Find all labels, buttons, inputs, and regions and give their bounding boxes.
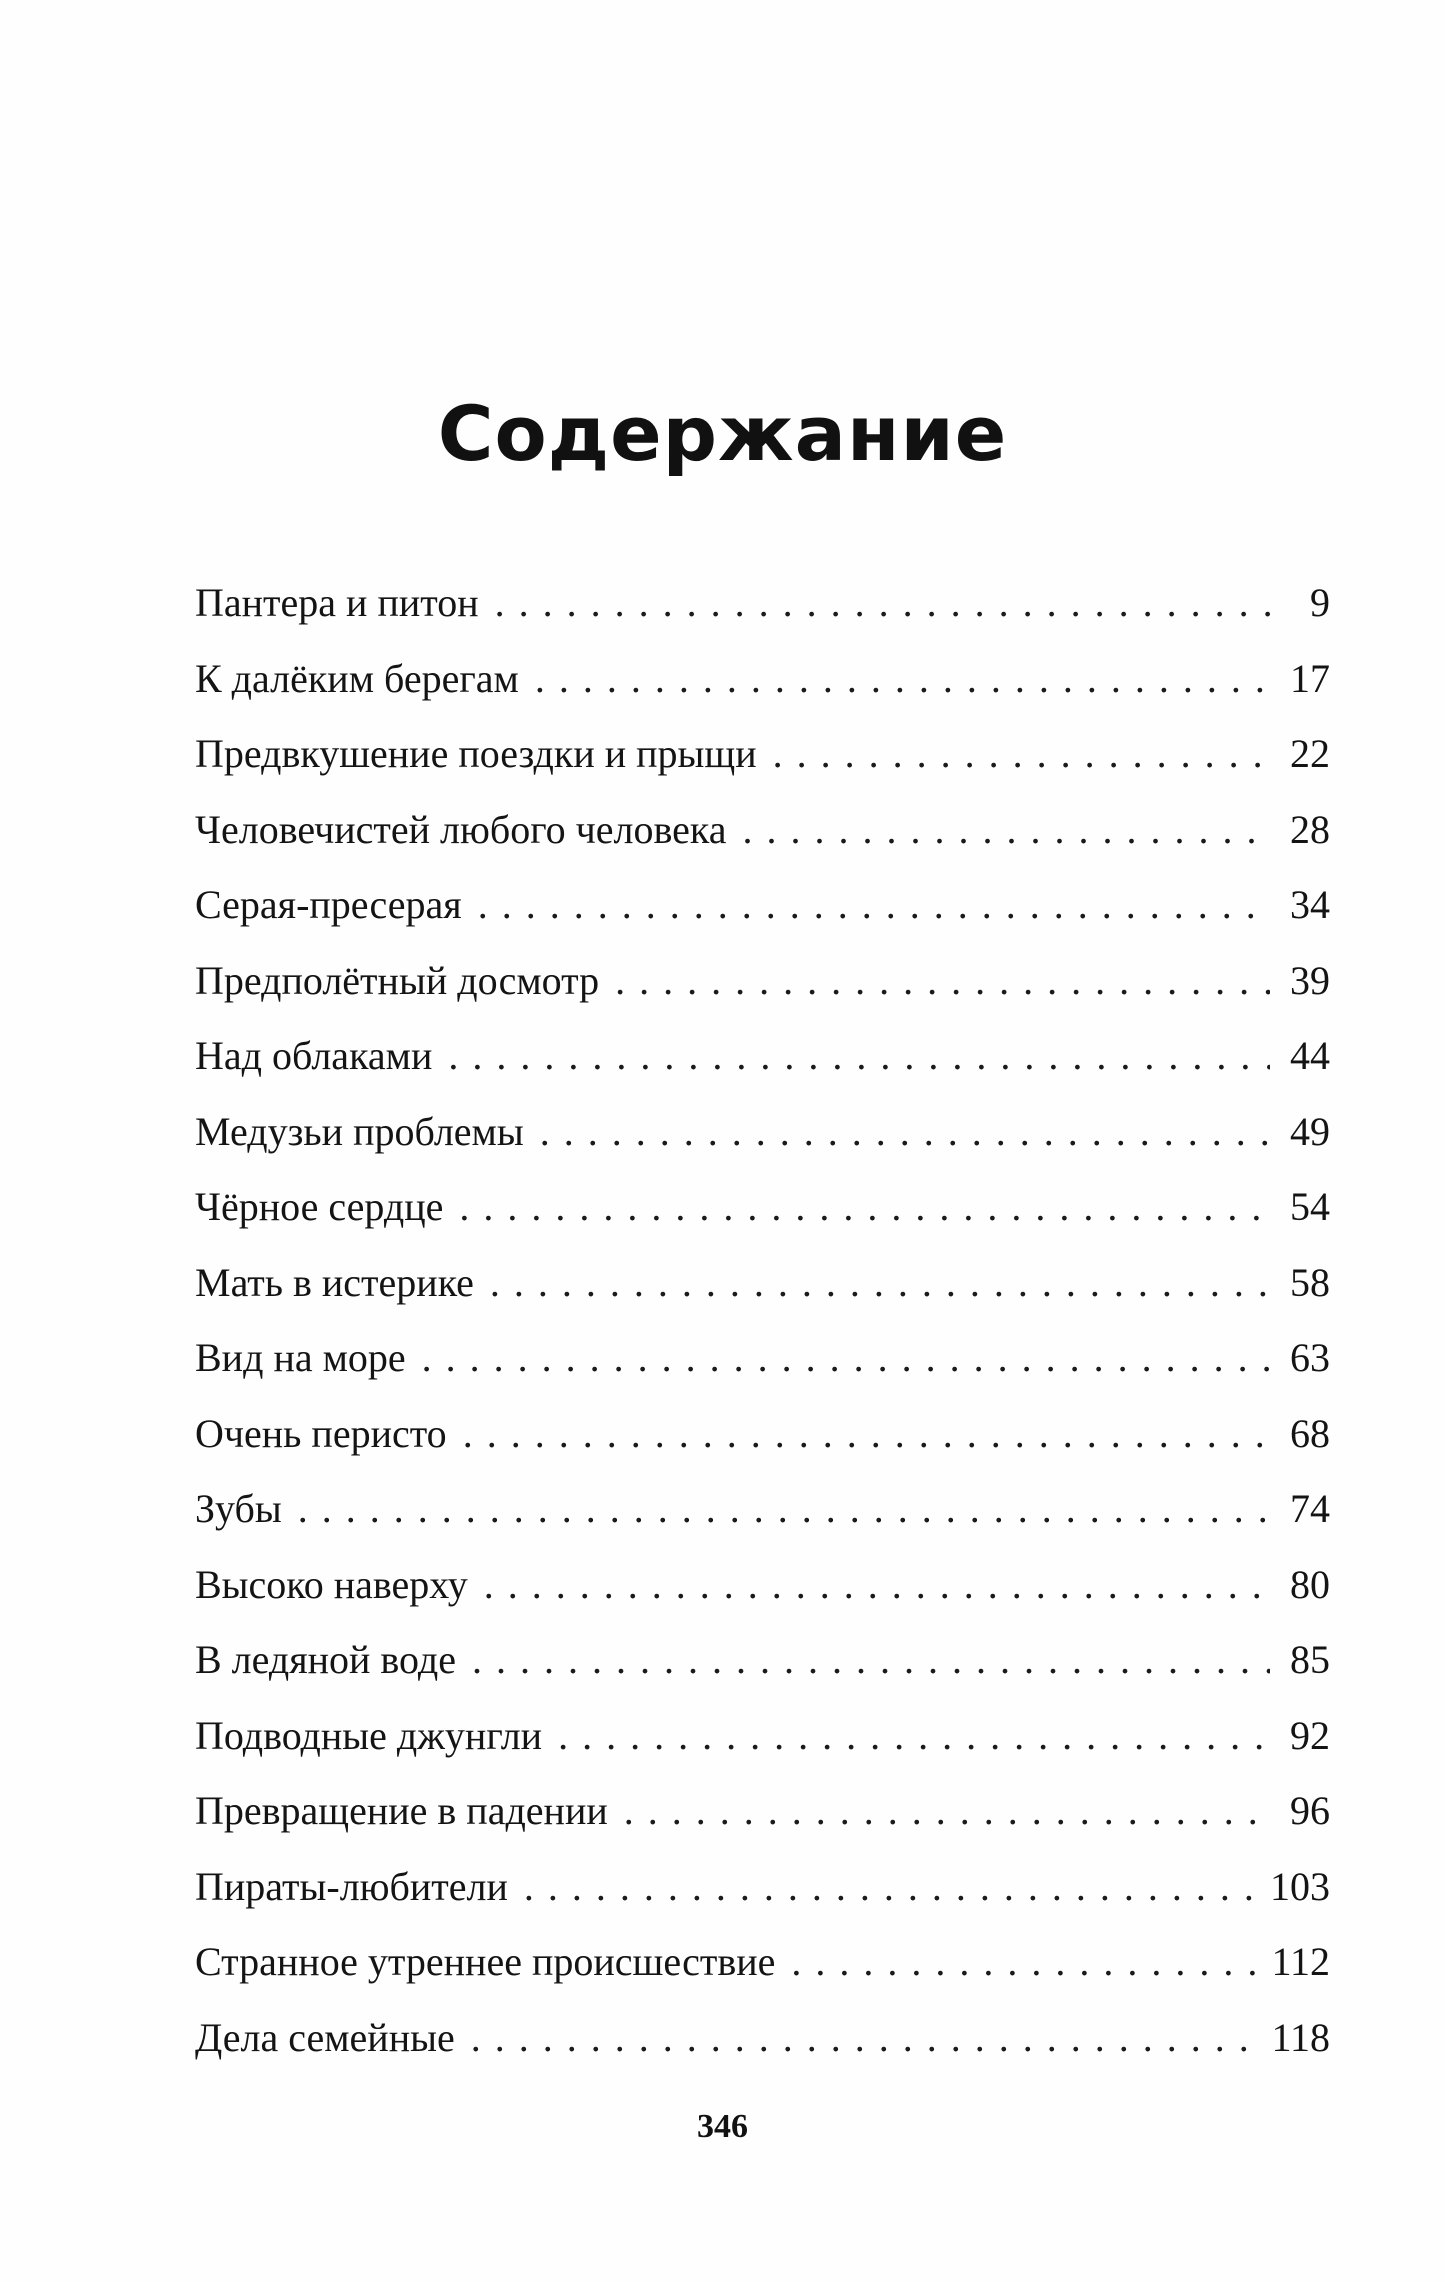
- toc-entry: [195, 1471, 1330, 1547]
- toc-entry-title: Зубы: [195, 1486, 282, 1531]
- toc-entry: [195, 1245, 1330, 1321]
- toc-entry: [195, 792, 1330, 868]
- dot-leader: [791, 1924, 1257, 2000]
- toc-entry-title: Дела семейные: [195, 2014, 455, 2060]
- toc-entry-page: 74: [1290, 1486, 1330, 1531]
- toc-entry: [195, 1622, 1330, 1698]
- toc-entry: [195, 1698, 1330, 1774]
- toc-entry-page: 92: [1290, 1712, 1330, 1758]
- toc-entry-title: Медузьи проблемы: [195, 1108, 524, 1154]
- toc-entry-page: 80: [1290, 1561, 1330, 1607]
- toc-entry-page: 63: [1290, 1335, 1330, 1380]
- toc-entry-title: Чёрное сердце: [195, 1184, 444, 1229]
- toc-entry-page: 28: [1290, 806, 1330, 852]
- dot-leader: [472, 1622, 1270, 1698]
- toc-entry-page: 118: [1271, 2014, 1330, 2060]
- dot-leader: [558, 1698, 1270, 1774]
- dot-leader: [471, 2000, 1258, 2076]
- dot-leader: [742, 792, 1270, 868]
- toc-entry: [195, 943, 1330, 1019]
- dot-leader: [535, 641, 1270, 717]
- toc-entry-page: 112: [1271, 1939, 1330, 1984]
- toc-entry: [195, 1094, 1330, 1170]
- dot-leader: [448, 1018, 1270, 1094]
- toc-entry: [195, 1849, 1330, 1925]
- toc-entry-page: 39: [1290, 957, 1330, 1003]
- toc-entry: [195, 565, 1330, 641]
- dot-leader: [773, 716, 1270, 792]
- dot-leader: [484, 1547, 1270, 1623]
- toc-entry-title: В ледяной воде: [195, 1637, 456, 1682]
- dot-leader: [624, 1773, 1270, 1849]
- toc-entry-page: 17: [1290, 655, 1330, 701]
- dot-leader: [422, 1320, 1270, 1396]
- toc-entry: [195, 716, 1330, 792]
- toc-entry: [195, 1320, 1330, 1396]
- toc-entry-page: 22: [1290, 731, 1330, 776]
- toc-entry-title: Мать в истерике: [195, 1259, 474, 1305]
- toc-entry: [195, 1924, 1330, 2000]
- dot-leader: [490, 1245, 1270, 1321]
- toc-entry-page: 96: [1290, 1788, 1330, 1833]
- toc-entry: [195, 867, 1330, 943]
- dot-leader: [463, 1396, 1270, 1472]
- page-title: Содержание: [437, 388, 1008, 478]
- toc-entry-page: 85: [1290, 1637, 1330, 1682]
- toc-entry-title: Подводные джунгли: [195, 1712, 543, 1758]
- dot-leader: [540, 1094, 1270, 1170]
- toc-entry-title: Предполётный досмотр: [195, 957, 600, 1003]
- toc-entry-title: Превращение в падении: [195, 1788, 608, 1833]
- dot-leader: [524, 1849, 1256, 1925]
- toc-entry: [195, 641, 1330, 717]
- page-number: 346: [697, 2108, 748, 2145]
- toc-entry: [195, 1018, 1330, 1094]
- toc-entry: [195, 1773, 1330, 1849]
- toc-entry-page: 34: [1290, 882, 1330, 927]
- toc-entry-page: 103: [1270, 1863, 1330, 1909]
- dot-leader: [478, 867, 1270, 943]
- toc-entry: [195, 2000, 1330, 2076]
- toc-entry: [195, 1396, 1330, 1472]
- toc-entry: [195, 1169, 1330, 1245]
- toc-entry-title: Пантера и питон: [195, 580, 479, 625]
- toc-entry: [195, 1547, 1330, 1623]
- dot-leader: [495, 565, 1270, 641]
- toc-entry-title: Пираты-любители: [195, 1863, 508, 1909]
- toc-entry-title: Вид на море: [195, 1335, 406, 1380]
- toc-entry-title: Высоко наверху: [195, 1561, 468, 1607]
- toc-entry-page: 58: [1290, 1259, 1330, 1305]
- toc-entry-title: Над облаками: [195, 1033, 433, 1078]
- toc-entry-page: 44: [1290, 1033, 1330, 1078]
- toc-entry-page: 54: [1290, 1184, 1330, 1229]
- toc-entry-title: Предвкушение поездки и прыщи: [195, 731, 757, 776]
- toc-entry-title: Человечистей любого человека: [195, 806, 727, 852]
- toc-entry-page: 9: [1310, 580, 1330, 625]
- table-of-contents: [195, 565, 1330, 2075]
- toc-entry-page: 68: [1290, 1410, 1330, 1456]
- toc-entry-title: К далёким берегам: [195, 655, 519, 701]
- toc-entry-page: 49: [1290, 1108, 1330, 1154]
- dot-leader: [298, 1471, 1270, 1547]
- dot-leader: [615, 943, 1270, 1019]
- toc-entry-title: Очень перисто: [195, 1410, 447, 1456]
- dot-leader: [459, 1169, 1270, 1245]
- toc-entry-title: Странное утреннее происшествие: [195, 1939, 776, 1984]
- toc-entry-title: Серая-пресерая: [195, 882, 462, 927]
